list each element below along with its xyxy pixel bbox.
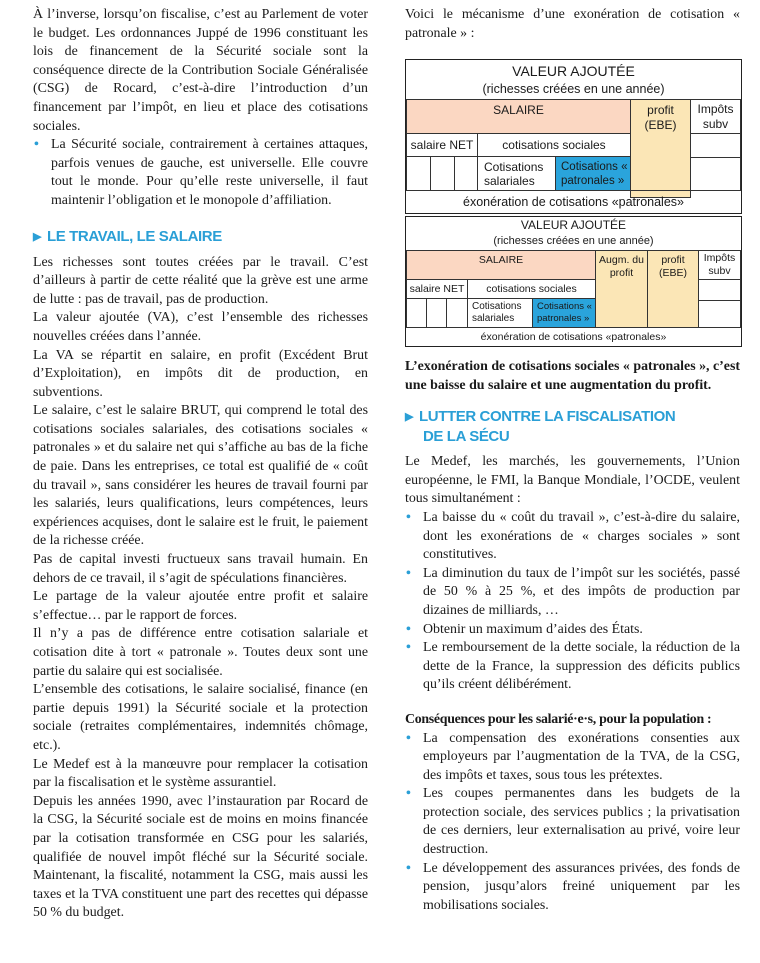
consequences-title: Conséquences pour les salarié·e·s, pour la population :: [405, 711, 712, 727]
arrow-right-icon: ▶: [405, 411, 414, 424]
list-item: • La compensation des exonérations consenties aux employeurs par l’augmentation de la TVA, de la CSG, des impôts et taxes, sous tous les prétextes.: [406, 730, 740, 783]
conclusion-paragraph: L’exonération de cotisations sociales « patronales », c’est une baisse du salaire et une augmentation du profit.: [405, 359, 740, 393]
diagram-exoneration-after: [405, 216, 742, 347]
paragraph: Les richesses sont toutes créées par le travail. C’est d’ailleurs à partir de cette réalité que la grève est une arme de lutte : pas de travail, pas de production.: [33, 254, 368, 307]
net-bar: [446, 298, 468, 328]
diagram-title: VALEUR AJOUTÉE: [512, 63, 635, 79]
impots-cell: Impôts subv: [690, 99, 741, 134]
intro-bullet-list: [33, 136, 368, 210]
impots-bottom-cell: [698, 300, 741, 328]
bullet-icon: •: [406, 565, 411, 581]
net-bar: [406, 298, 427, 328]
right-column-body: [405, 358, 740, 915]
profit-cell: profit (EBE): [647, 250, 699, 328]
exoneration-cell: éxonération de cotisations «patronales»: [406, 190, 741, 213]
paragraph: Depuis les années 1990, avec l’instauration par Rocard de la CSG, la Sécurité sociale est de moins en moins financée par la cotisation transformée en CSG pour les salariés, qualifiée de nouvel impôt fléché sur la Sécurité sociale. Maintenant, la fiscalité, notamment la CSG, mais aussi les taxes et la TVA constituent une part des recettes qui dépasse 50 % du budget.: [33, 793, 368, 921]
cotisations-salariales-cell: Cotisations salariales: [477, 156, 556, 191]
profit-cell: profit (EBE): [630, 99, 691, 198]
impots-cell: Impôts subv: [698, 250, 741, 280]
arrow-right-icon: ▶: [33, 230, 42, 243]
cotisations-sociales-cell: cotisations sociales: [477, 133, 631, 157]
bullet-icon: •: [406, 730, 411, 746]
salaire-net-cell: salaire NET: [406, 279, 468, 299]
left-column: [33, 6, 368, 923]
list-item: • Obtenir un maximum d’aides des États.: [405, 621, 740, 640]
right-column-intro: [405, 6, 740, 43]
section-heading-travail: ▶ LE TRAVAIL, LE SALAIRE: [33, 227, 222, 245]
bullet-icon: •: [406, 860, 411, 876]
paragraph: Le Medef est à la manœuvre pour remplacer la cotisation par la fiscalisation et le système assurantiel.: [33, 756, 368, 791]
cotisations-salariales-cell: Cotisations salariales: [467, 298, 533, 328]
list-item: • Le développement des assurances privées, des fonds de pension, jusqu’alors freiné uniquement par les mobilisations sociales.: [406, 860, 740, 913]
diagram-subtitle: (richesses créées en une année): [482, 82, 665, 96]
bullet-icon: •: [406, 621, 411, 637]
paragraph: L’ensemble des cotisations, le salaire socialisé, finance (en partie depuis 1991) la Sécurité sociale et la protection sociale (retraites complémentaires, indemnités chômage, etc.).: [33, 682, 368, 753]
salaire-net-cell: salaire NET: [406, 133, 478, 157]
diagram-exoneration-before: [405, 59, 742, 214]
list-item: • La baisse du « coût du travail », c’est-à-dire du salaire, dont les exonérations de « charges sociales » sont constitutives.: [406, 509, 740, 563]
diagram-title: VALEUR AJOUTÉE: [520, 218, 627, 232]
impots-lower-cell: [690, 133, 741, 158]
salaire-cell: SALAIRE: [406, 250, 596, 280]
cotisations-patronales-cell: Cotisations « patronales »: [555, 156, 631, 191]
list-item: • Le remboursement de la dette sociale, la réduction de la dette de la France, la suppression des déficits publics qu’ils créent délibérément.: [406, 640, 740, 693]
medef-bullet-list: [405, 509, 740, 695]
net-bar: [430, 156, 455, 191]
list-item: • La diminution du taux de l’impôt sur les sociétés, passé de 50 % à 25 %, et des impôts de production par dizaines de milliards, …: [406, 565, 740, 618]
bullet-icon: •: [34, 137, 39, 153]
salaire-cell: SALAIRE: [406, 99, 631, 134]
diagram-intro: Voici le mécanisme d’une exonération de cotisation « patronale » :: [405, 7, 740, 41]
net-bar: [406, 156, 431, 191]
consequences-bullet-list: [405, 730, 740, 916]
paragraph: La VA se répartit en salaire, en profit (Excédent Brut d’Exploitation), en impôts dit de production, en subventions.: [33, 347, 368, 400]
paragraph: Il n’y a pas de différence entre cotisation salariale et cotisation dite à tort « patronale ». Toutes deux sont une partie du salaire qui est socialisée.: [33, 626, 368, 679]
paragraph: Le salaire, c’est le salaire BRUT, qui comprend le total des cotisations sociales salariales, des cotisations sociales « patronales » et du salaire net qui s’affiche au bas de la fiche de paie. Dans les entreprises, ce total est qualifié de « coût du travail », sans considérer les heures de travail fourni par les salariés, leurs qualifications, leurs compétences, leurs expériences acquises, dont le salaire est le fruit, le paiement de la richesse créée.: [33, 403, 368, 549]
bullet-icon: •: [406, 786, 411, 802]
list-item: • La Sécurité sociale, contrairement à certaines attaques, parfois venues de gauche, est universelle. Elle couvre tout le monde. Pour qu’elle reste universelle, il faut maintenir l’obligation et le monopole d’affiliation.: [34, 137, 368, 208]
paragraph: La valeur ajoutée (VA), c’est l’ensemble des richesses nouvelles créées dans l’année.: [33, 310, 368, 344]
section-heading-fiscalisation: ▶ LUTTER CONTRE LA FISCALISATION DE LA SÉCU: [405, 408, 676, 446]
intro-paragraph: À l’inverse, lorsqu’on fiscalise, c’est au Parlement de voter le budget. Les ordonnances Juppé de 1996 constituant les lois de financement de la Sécurité sociale sont la conséquence directe de la Contribution Sociale Généralisée (CSG) de Rocard, c’est-à-dire l’introduction d’un financement par l’impôt, en lieu et place des cotisations sociales.: [33, 7, 368, 134]
diagram-subtitle: (richesses créées en une année): [493, 235, 654, 247]
bullet-icon: •: [406, 509, 411, 525]
paragraph: Le Medef, les marchés, les gouvernements, l’Union européenne, le FMI, la Banque Mondiale, l’OCDE, veulent tous simultanément :: [405, 454, 740, 507]
net-bar: [426, 298, 447, 328]
cotisations-sociales-cell: cotisations sociales: [467, 279, 596, 299]
bullet-icon: •: [406, 640, 411, 656]
augm-profit-cell: Augm. du profit: [595, 250, 648, 328]
impots-lower-cell: [698, 279, 741, 301]
net-bar: [454, 156, 478, 191]
exoneration-cell: éxonération de cotisations «patronales»: [406, 327, 741, 346]
cotisations-patronales-cell: Cotisations « patronales »: [532, 298, 596, 328]
paragraph: Pas de capital investi fructueux sans travail humain. En dehors de ce travail, il s’agit de spéculations financières.: [33, 552, 368, 586]
paragraph: Le partage de la valeur ajoutée entre profit et salaire s’effectue… par le rapport de forces.: [33, 589, 368, 623]
impots-bottom-cell: [690, 157, 741, 191]
list-item: • Les coupes permanentes dans les budgets de la protection sociale, des services publics ; la privatisation de ces derniers, leur externalisation au privé, voire leur destruction.: [406, 786, 740, 858]
